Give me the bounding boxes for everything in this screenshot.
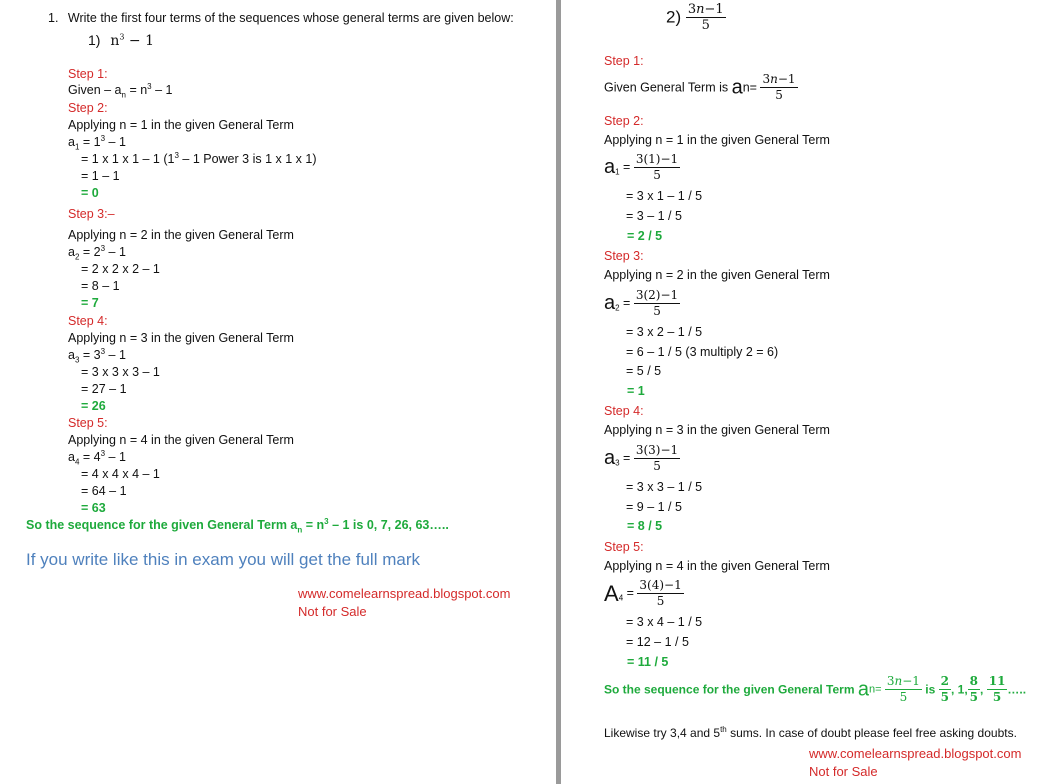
a1-result: = 0 bbox=[81, 186, 99, 200]
a2-line1: $a_2 = 2^3 - 1$ bbox=[68, 243, 126, 262]
sub-question-2-label: 2) bbox=[666, 7, 682, 27]
step3-label: Step 3:– bbox=[68, 207, 115, 221]
r-a1-formula: $a_1$ = $\frac{3(1)-1}{5}$ bbox=[604, 152, 679, 182]
likewise-note: Likewise try 3,4 and 5th sums. In case of doubt please feel free asking doubts. bbox=[604, 725, 1017, 740]
a4-result: = 63 bbox=[81, 501, 106, 515]
question-line bbox=[48, 11, 514, 26]
r-step5-label: Step 5: bbox=[604, 540, 644, 554]
r-a2-formula: $a_2$ = $\frac{3(2)-1}{5}$ bbox=[604, 288, 679, 318]
left-not-for-sale: Not for Sale bbox=[298, 604, 367, 619]
sub-question-expr: $n^3 - 1$ bbox=[110, 32, 155, 49]
left-conclusion: So the sequence for the given General Term $a_n = n^3 - 1$ is 0, 7, 26, 63….. bbox=[26, 516, 449, 535]
r-given-general-term: Given General Term is an= $\frac{\text{3𝑛−1}}{5}$ bbox=[604, 72, 796, 102]
a3-line3: = 27 – 1 bbox=[81, 382, 127, 396]
given-fraction: $\frac{\text{3𝑛−1}}{5}$ bbox=[762, 72, 796, 102]
r-a3-line2: = 3 x 3 – 1 / 5 bbox=[626, 480, 703, 494]
r-step3-apply: Applying n = 2 in the given General Term bbox=[604, 268, 830, 282]
r-a3-result: = 8 / 5 bbox=[627, 519, 663, 533]
r-a1-line2: = 3 x 1 – 1 / 5 bbox=[626, 189, 703, 203]
a4-line1: $a_4 = 4^3 - 1$ bbox=[68, 448, 126, 467]
left-website: www.comelearnspread.blogspot.com bbox=[298, 586, 511, 601]
r-step1-label: Step 1: bbox=[604, 54, 644, 68]
a2-line3: = 8 – 1 bbox=[81, 279, 120, 293]
step5-apply: Applying n = 4 in the given General Term bbox=[68, 433, 294, 447]
step2-label: Step 2: bbox=[68, 101, 108, 115]
a3-result: = 26 bbox=[81, 399, 106, 413]
r-a4-result: = 11 / 5 bbox=[627, 655, 669, 669]
a2-line2: = 2 x 2 x 2 – 1 bbox=[81, 262, 160, 276]
r-step5-apply: Applying n = 4 in the given General Term bbox=[604, 559, 830, 573]
r-a1-line3: = 3 – 1 / 5 bbox=[626, 209, 682, 223]
r-a3-formula: $a_3$ = $\frac{3(3)-1}{5}$ bbox=[604, 443, 679, 473]
question-number: 1. bbox=[48, 11, 59, 25]
r-a4-line2: = 3 x 4 – 1 / 5 bbox=[626, 615, 703, 629]
sub-question-1 bbox=[88, 33, 154, 49]
a2-result: = 7 bbox=[81, 296, 99, 310]
step4-apply: Applying n = 3 in the given General Term bbox=[68, 331, 294, 345]
sub-question-label: 1) bbox=[88, 32, 101, 48]
a1-line1: $a_1 = 1^3 - 1$ bbox=[68, 133, 126, 152]
r-a2-result: = 1 bbox=[627, 384, 645, 398]
r-a2-line3: = 6 – 1 / 5 (3 multiply 2 = 6) bbox=[626, 345, 779, 359]
a4-line3: = 64 – 1 bbox=[81, 484, 127, 498]
step2-apply: Applying n = 1 in the given General Term bbox=[68, 118, 294, 132]
r-a1-result: = 2 / 5 bbox=[627, 229, 663, 243]
exam-note: If you write like this in exam you will get the full mark bbox=[26, 550, 420, 569]
r-a4-line3: = 12 – 1 / 5 bbox=[626, 635, 689, 649]
r-a2-line4: = 5 / 5 bbox=[626, 364, 662, 378]
title-fraction: $\frac{\text{3𝑛−1}}{5}$ bbox=[687, 2, 724, 33]
right-conclusion: So the sequence for the given General Term an= $\frac{\text{3𝑛−1}}{5}$ is $\frac{2}{5}$ , 1, $\frac{8}{5}$ , $\frac{11}{5}$ ….. bbox=[604, 674, 1027, 704]
right-website: www.comelearnspread.blogspot.com bbox=[809, 746, 1022, 761]
r-step4-label: Step 4: bbox=[604, 404, 644, 418]
a3-line1: $a_3 = 3^3 - 1$ bbox=[68, 346, 126, 365]
step5-label: Step 5: bbox=[68, 416, 108, 430]
r-a2-line2: = 3 x 2 – 1 / 5 bbox=[626, 325, 703, 339]
step1-label: Step 1: bbox=[68, 67, 108, 81]
question-text: Write the first four terms of the sequences whose general terms are given below: bbox=[67, 11, 514, 25]
step4-label: Step 4: bbox=[68, 314, 108, 328]
right-not-for-sale: Not for Sale bbox=[809, 764, 878, 779]
r-a4-formula: $A_4$ = $\frac{3(4)-1}{5}$ bbox=[604, 578, 682, 608]
r-step4-apply: Applying n = 3 in the given General Term bbox=[604, 423, 830, 437]
sub-question-2 bbox=[666, 2, 726, 33]
r-step3-label: Step 3: bbox=[604, 249, 644, 263]
given-general-term: Given – $a_n = n^3 - 1$ bbox=[68, 81, 173, 100]
r-a3-line3: = 9 – 1 / 5 bbox=[626, 500, 682, 514]
a1-line2: = 1 x 1 x 1 – 1 ($1^3 - 1$ Power 3 is 1 x 1 x 1) bbox=[81, 150, 317, 166]
step3-apply: Applying n = 2 in the given General Term bbox=[68, 228, 294, 242]
r-step2-apply: Applying n = 1 in the given General Term bbox=[604, 133, 830, 147]
a1-line3: = 1 – 1 bbox=[81, 169, 120, 183]
a4-line2: = 4 x 4 x 4 – 1 bbox=[81, 467, 160, 481]
r-step2-label: Step 2: bbox=[604, 114, 644, 128]
a3-line2: = 3 x 3 x 3 – 1 bbox=[81, 365, 160, 379]
column-divider bbox=[556, 0, 561, 784]
